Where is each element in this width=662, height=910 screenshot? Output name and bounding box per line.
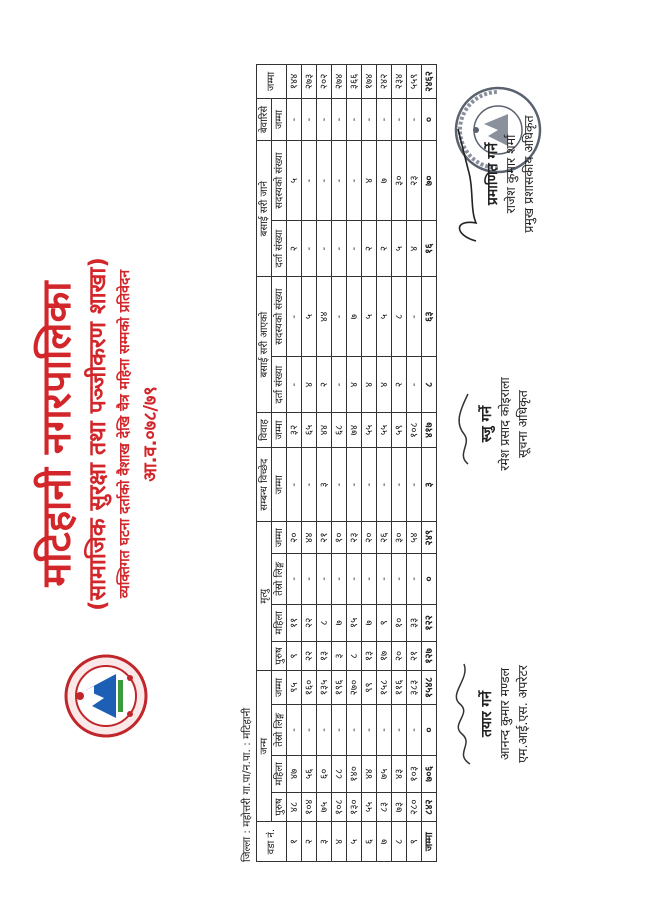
cell: १० bbox=[392, 604, 407, 641]
cell: - bbox=[347, 141, 362, 221]
cell: ६ bbox=[362, 822, 377, 862]
cell: ९ bbox=[377, 604, 392, 641]
cell: - bbox=[347, 98, 362, 140]
cell: २० bbox=[362, 522, 377, 553]
cell: ११ bbox=[287, 604, 302, 641]
cell: २ bbox=[377, 221, 392, 277]
cell: - bbox=[362, 553, 377, 604]
cell: ६५ bbox=[302, 413, 317, 448]
cell: ४ bbox=[377, 357, 392, 413]
col-death-female: महिला bbox=[272, 604, 287, 641]
cell: - bbox=[287, 277, 302, 357]
cell: ४४ bbox=[317, 277, 332, 357]
cell: ७ bbox=[377, 822, 392, 862]
cell: ५५ bbox=[362, 792, 377, 821]
cell: ५४ bbox=[407, 522, 422, 553]
table-row bbox=[362, 65, 377, 862]
cell: - bbox=[332, 553, 347, 604]
cell: - bbox=[362, 704, 377, 755]
cell: ४ bbox=[407, 221, 422, 277]
cell: १३ bbox=[362, 641, 377, 670]
cell: - bbox=[392, 704, 407, 755]
cell: - bbox=[317, 98, 332, 140]
col-birth-total: जम्मा bbox=[272, 671, 287, 705]
cell: १०८ bbox=[407, 413, 422, 448]
title-block bbox=[32, 224, 166, 644]
cell: - bbox=[317, 221, 332, 277]
cell: - bbox=[302, 447, 317, 522]
cell: १ bbox=[287, 822, 302, 862]
cell: - bbox=[287, 704, 302, 755]
cell: - bbox=[317, 553, 332, 604]
col-birth-male: पुरुष bbox=[272, 792, 287, 821]
signature-name: आनन्द कुमार मण्डल bbox=[497, 667, 512, 761]
cell: १२२ bbox=[422, 604, 437, 641]
cell: २० bbox=[287, 522, 302, 553]
table-row bbox=[392, 65, 407, 862]
cell: २४२ bbox=[377, 65, 392, 99]
col-migration-out: बसाई सरी आएको bbox=[257, 277, 272, 413]
section-subtitle: (सामाजिक सुरक्षा तथा पञ्जीकरण शाखा) bbox=[85, 257, 111, 611]
cell: ७५ bbox=[377, 755, 392, 792]
cell: ४ bbox=[362, 141, 377, 221]
cell: ४ bbox=[347, 357, 362, 413]
page-title: मटिहानी नगरपालिका bbox=[34, 281, 80, 587]
cell: ५९ bbox=[392, 413, 407, 448]
col-in-members: सदस्यको संख्या bbox=[272, 141, 287, 221]
cell: १४४ bbox=[287, 65, 302, 99]
district-line: जिल्ला : महोत्तरी गा.पा/न.पा. : मटिहानी bbox=[241, 707, 253, 862]
cell: ८ bbox=[422, 357, 437, 413]
cell: - bbox=[347, 221, 362, 277]
col-sadhu: बेवारिसे bbox=[257, 98, 272, 140]
cell: ४४ bbox=[317, 413, 332, 448]
cell: २७० bbox=[347, 671, 362, 705]
col-migration-in: बसाई सरी जाने bbox=[257, 141, 272, 277]
cell: १३० bbox=[347, 792, 362, 821]
cell: - bbox=[302, 553, 317, 604]
cell: ० bbox=[422, 98, 437, 140]
cell: ७ bbox=[377, 141, 392, 221]
cell: - bbox=[317, 704, 332, 755]
cell: २८० bbox=[407, 792, 422, 821]
cell: ८ bbox=[392, 277, 407, 357]
col-sadhu-total: जम्मा bbox=[272, 98, 287, 140]
cell: ६० bbox=[317, 755, 332, 792]
cell: २४६२ bbox=[422, 65, 437, 99]
cell: २० bbox=[392, 641, 407, 670]
cell: २४९ bbox=[422, 522, 437, 553]
cell: ५ bbox=[362, 277, 377, 357]
col-divorce-total: जम्मा bbox=[272, 447, 287, 522]
cell: १०८ bbox=[332, 792, 347, 821]
cell: १३५ bbox=[317, 671, 332, 705]
cell: ० bbox=[422, 553, 437, 604]
cell: ८४२ bbox=[422, 792, 437, 821]
cell: १५४८ bbox=[422, 671, 437, 705]
cell: ३ bbox=[422, 447, 437, 522]
cell: ४१७ bbox=[422, 413, 437, 448]
fiscal-year: आ.व.०७८/७९ bbox=[140, 386, 161, 482]
cell: ७३ bbox=[392, 792, 407, 821]
cell: ४४ bbox=[302, 522, 317, 553]
col-divorce: सम्बन्ध विच्छेद bbox=[257, 447, 272, 522]
cell: १४० bbox=[347, 755, 362, 792]
cell: ७ bbox=[347, 277, 362, 357]
cell: - bbox=[332, 357, 347, 413]
col-birth-female: महिला bbox=[272, 755, 287, 792]
signature-name: रमेश प्रसाद कोइराला bbox=[497, 377, 512, 471]
cell: २ bbox=[302, 822, 317, 862]
cell: ३२ bbox=[287, 413, 302, 448]
signature-scribble-icon bbox=[450, 99, 484, 249]
cell: - bbox=[302, 704, 317, 755]
cell: ५५९ bbox=[407, 65, 422, 99]
cell: २३ bbox=[407, 141, 422, 221]
cell: २ bbox=[392, 357, 407, 413]
report-page bbox=[2, 16, 602, 884]
cell: - bbox=[407, 277, 422, 357]
cell: - bbox=[287, 447, 302, 522]
cell: ११६ bbox=[392, 671, 407, 705]
cell: ६८ bbox=[332, 413, 347, 448]
cell: - bbox=[407, 447, 422, 522]
cell: - bbox=[362, 447, 377, 522]
cell: - bbox=[332, 141, 347, 221]
cell: ० bbox=[422, 704, 437, 755]
cell: ९५ bbox=[287, 671, 302, 705]
cell: ३३ bbox=[407, 604, 422, 641]
cell: ८३ bbox=[377, 792, 392, 821]
cell: १६० bbox=[302, 671, 317, 705]
table-row bbox=[407, 65, 422, 862]
cell: १०४ bbox=[302, 792, 317, 821]
col-death-male: पुरुष bbox=[272, 641, 287, 670]
cell: - bbox=[377, 553, 392, 604]
nepal-emblem-icon bbox=[64, 654, 148, 738]
cell: २३४ bbox=[392, 65, 407, 99]
registration-table bbox=[256, 64, 437, 862]
cell: ४ bbox=[302, 357, 317, 413]
cell: ८ bbox=[347, 641, 362, 670]
cell: ५५ bbox=[362, 413, 377, 448]
cell: २१ bbox=[317, 522, 332, 553]
cell: १५८ bbox=[377, 671, 392, 705]
cell: ९९ bbox=[362, 671, 377, 705]
cell: ५ bbox=[377, 277, 392, 357]
cell: ३० bbox=[392, 141, 407, 221]
cell: ५६ bbox=[302, 755, 317, 792]
cell: जम्मा bbox=[422, 822, 437, 862]
col-death: मृत्यु bbox=[257, 522, 272, 671]
cell: ८ bbox=[392, 822, 407, 862]
cell: ७४ bbox=[347, 413, 362, 448]
cell: ७० bbox=[422, 141, 437, 221]
cell: ३६६ bbox=[347, 65, 362, 99]
cell: २३ bbox=[347, 522, 362, 553]
cell: - bbox=[407, 98, 422, 140]
col-grand-total: जम्मा bbox=[257, 65, 287, 99]
cell: १०३ bbox=[407, 755, 422, 792]
cell: ५ bbox=[392, 221, 407, 277]
cell: - bbox=[362, 98, 377, 140]
cell: - bbox=[332, 98, 347, 140]
cell: - bbox=[287, 357, 302, 413]
col-birth-third: तेस्रो लिङ्ग bbox=[272, 704, 287, 755]
table-row bbox=[287, 65, 302, 862]
cell: - bbox=[332, 704, 347, 755]
cell: १२७ bbox=[422, 641, 437, 670]
col-death-total: जम्मा bbox=[272, 522, 287, 553]
cell: - bbox=[332, 277, 347, 357]
cell: ३ bbox=[332, 641, 347, 670]
cell: - bbox=[347, 553, 362, 604]
signature-role: प्रमाणित गर्ने bbox=[485, 142, 501, 206]
signature-role: स्जु गर्ने bbox=[479, 405, 495, 443]
col-out-members: सदस्यको संख्या bbox=[272, 277, 287, 357]
cell: २०२ bbox=[317, 65, 332, 99]
cell: २२ bbox=[302, 604, 317, 641]
table-row bbox=[317, 65, 332, 862]
signature-title: एम.आई.एस. अपरेटर bbox=[515, 665, 530, 763]
cell: - bbox=[392, 447, 407, 522]
cell: - bbox=[332, 447, 347, 522]
col-marriage: विवाह bbox=[257, 413, 272, 448]
cell: १९६ bbox=[332, 671, 347, 705]
cell: - bbox=[302, 98, 317, 140]
cell: १० bbox=[332, 522, 347, 553]
signature-checked bbox=[450, 319, 532, 529]
cell: ९ bbox=[287, 641, 302, 670]
cell: ३८३ bbox=[407, 671, 422, 705]
cell: - bbox=[392, 553, 407, 604]
cell: - bbox=[332, 221, 347, 277]
cell: ८ bbox=[317, 604, 332, 641]
cell: ४ bbox=[332, 822, 347, 862]
cell: - bbox=[377, 447, 392, 522]
table-row bbox=[377, 65, 392, 862]
cell: ५ bbox=[287, 141, 302, 221]
cell: २ bbox=[287, 221, 302, 277]
cell: ३ bbox=[317, 447, 332, 522]
col-out-reg: दर्ता संख्या bbox=[272, 357, 287, 413]
cell: - bbox=[317, 141, 332, 221]
cell: १५ bbox=[347, 604, 362, 641]
cell: - bbox=[287, 98, 302, 140]
cell: ४४ bbox=[362, 755, 377, 792]
cell: - bbox=[302, 221, 317, 277]
cell: २ bbox=[317, 357, 332, 413]
cell: - bbox=[377, 98, 392, 140]
cell: १७ bbox=[377, 641, 392, 670]
cell: - bbox=[347, 704, 362, 755]
cell: २७४ bbox=[332, 65, 347, 99]
cell: २१ bbox=[407, 641, 422, 670]
table-total-row bbox=[422, 65, 437, 862]
cell: - bbox=[377, 704, 392, 755]
cell: १७४ bbox=[362, 65, 377, 99]
cell: - bbox=[407, 357, 422, 413]
cell: ४३ bbox=[392, 755, 407, 792]
cell: २७३ bbox=[302, 65, 317, 99]
col-birth: जन्म bbox=[257, 671, 272, 822]
cell: ७ bbox=[332, 604, 347, 641]
cell: २६ bbox=[377, 522, 392, 553]
cell: - bbox=[347, 447, 362, 522]
signature-name: राजेश कुमार शर्मा bbox=[503, 134, 518, 214]
col-in-reg: दर्ता संख्या bbox=[272, 221, 287, 277]
cell: ५ bbox=[302, 277, 317, 357]
cell: ५५ bbox=[377, 413, 392, 448]
col-death-third: तेस्रो लिङ्ग bbox=[272, 553, 287, 604]
signature-scribble-icon bbox=[450, 654, 478, 774]
table-row bbox=[332, 65, 347, 862]
signature-role: तयार गर्ने bbox=[479, 691, 495, 737]
cell: ७५ bbox=[317, 792, 332, 821]
report-description: व्यक्तिगत घटना दर्ताको वैशाख देखि चैत्र महिना सम्मको प्रतिवेदन bbox=[117, 269, 133, 599]
signature-prepared bbox=[450, 614, 532, 814]
cell: ४ bbox=[362, 357, 377, 413]
cell: ६३ bbox=[422, 277, 437, 357]
cell: ९ bbox=[407, 822, 422, 862]
cell: - bbox=[392, 98, 407, 140]
cell: ७०६ bbox=[422, 755, 437, 792]
signature-title: प्रमुख प्रशासकीय अधिकृत bbox=[521, 115, 536, 233]
cell: १६ bbox=[422, 221, 437, 277]
cell: ४८ bbox=[287, 792, 302, 821]
table-row bbox=[347, 65, 362, 862]
cell: ४७ bbox=[287, 755, 302, 792]
table-row bbox=[302, 65, 317, 862]
signature-scribble-icon bbox=[450, 364, 478, 484]
cell: ८८ bbox=[332, 755, 347, 792]
cell: २२ bbox=[302, 641, 317, 670]
col-ward: वडा नं. bbox=[257, 822, 287, 862]
cell: ७ bbox=[362, 604, 377, 641]
cell: - bbox=[407, 704, 422, 755]
cell: - bbox=[287, 553, 302, 604]
signature-title: सूचना अधिकृत bbox=[515, 390, 530, 458]
cell: ३ bbox=[317, 822, 332, 862]
cell: ३० bbox=[392, 522, 407, 553]
cell: १३ bbox=[317, 641, 332, 670]
signature-approved bbox=[450, 74, 538, 274]
cell: - bbox=[302, 141, 317, 221]
col-marriage-total: जम्मा bbox=[272, 413, 287, 448]
cell: २ bbox=[362, 221, 377, 277]
cell: - bbox=[407, 553, 422, 604]
cell: ५ bbox=[347, 822, 362, 862]
